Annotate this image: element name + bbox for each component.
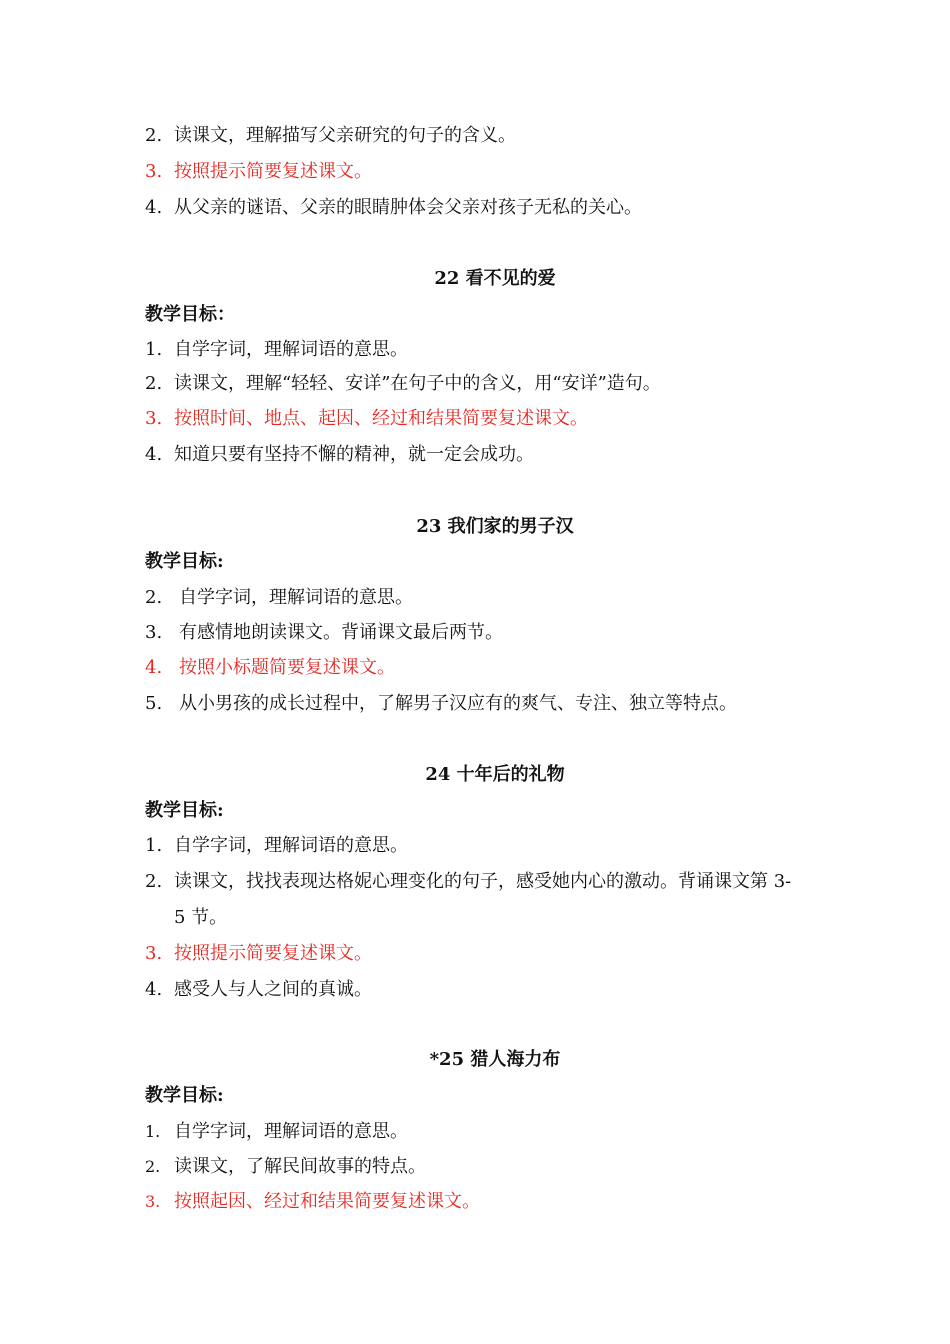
section-title: 22 看不见的爱 <box>434 268 556 289</box>
list-text: 按照小标题简要复述课文。 <box>179 657 395 678</box>
list-text: 按照提示简要复述课文。 <box>174 161 372 182</box>
section-title: 23 我们家的男子汉 <box>416 516 574 537</box>
list-number: 4. <box>145 197 163 218</box>
list-text: 读课文，理解描写父亲研究的句子的含义。 <box>174 125 516 146</box>
list-number: 1. <box>145 1122 161 1141</box>
list-text: 知道只要有坚持不懈的精神，就一定会成功。 <box>174 444 534 465</box>
list-text: 自学字词，理解词语的意思。 <box>174 835 408 856</box>
list-number: 4. <box>145 979 163 1000</box>
list-number: 1. <box>145 339 163 360</box>
list-number: 5. <box>145 693 163 714</box>
list-text: 读课文，找找表现达格妮心理变化的句子，感受她内心的激动。背诵课文第 3- <box>174 871 792 892</box>
list-text: 按照提示简要复述课文。 <box>174 943 372 964</box>
list-number: 4. <box>145 657 163 678</box>
goal-label: 教学目标： <box>145 304 235 325</box>
list-text: 读课文，理解“轻轻、安详”在句子中的含义，用“安详”造句。 <box>174 373 661 394</box>
goal-label: 教学目标: <box>145 1085 224 1106</box>
goal-label: 教学目标: <box>145 800 224 821</box>
list-text: 从小男孩的成长过程中，了解男子汉应有的爽气、专注、独立等特点。 <box>179 693 737 714</box>
list-number: 3. <box>145 943 163 964</box>
list-text: 自学字词，理解词语的意思。 <box>174 1121 408 1142</box>
list-text: 感受人与人之间的真诚。 <box>174 979 372 1000</box>
list-number: 4. <box>145 444 163 465</box>
goal-label: 教学目标: <box>145 551 224 572</box>
list-number: 2. <box>145 125 163 146</box>
list-number: 3. <box>145 622 163 643</box>
list-text: 有感情地朗读课文。背诵课文最后两节。 <box>179 622 503 643</box>
list-text: 读课文，了解民间故事的特点。 <box>174 1156 426 1177</box>
list-text-continuation: 5 节。 <box>174 907 228 928</box>
list-text: 自学字词，理解词语的意思。 <box>174 339 408 360</box>
list-number: 2. <box>145 373 163 394</box>
list-number: 3. <box>145 408 163 429</box>
list-text: 按照起因、经过和结果简要复述课文。 <box>174 1191 480 1212</box>
section-title: 24 十年后的礼物 <box>425 764 565 785</box>
section-title: *25 猎人海力布 <box>429 1049 561 1070</box>
list-number: 2. <box>145 587 163 608</box>
list-text: 自学字词，理解词语的意思。 <box>179 587 413 608</box>
list-number: 3. <box>145 161 163 182</box>
list-text: 按照时间、地点、起因、经过和结果简要复述课文。 <box>174 408 588 429</box>
list-text: 从父亲的谜语、父亲的眼睛肿体会父亲对孩子无私的关心。 <box>174 197 642 218</box>
list-number: 1. <box>145 835 163 856</box>
list-number: 2. <box>145 871 163 892</box>
list-number: 3. <box>145 1192 161 1211</box>
list-number: 2. <box>145 1157 161 1176</box>
